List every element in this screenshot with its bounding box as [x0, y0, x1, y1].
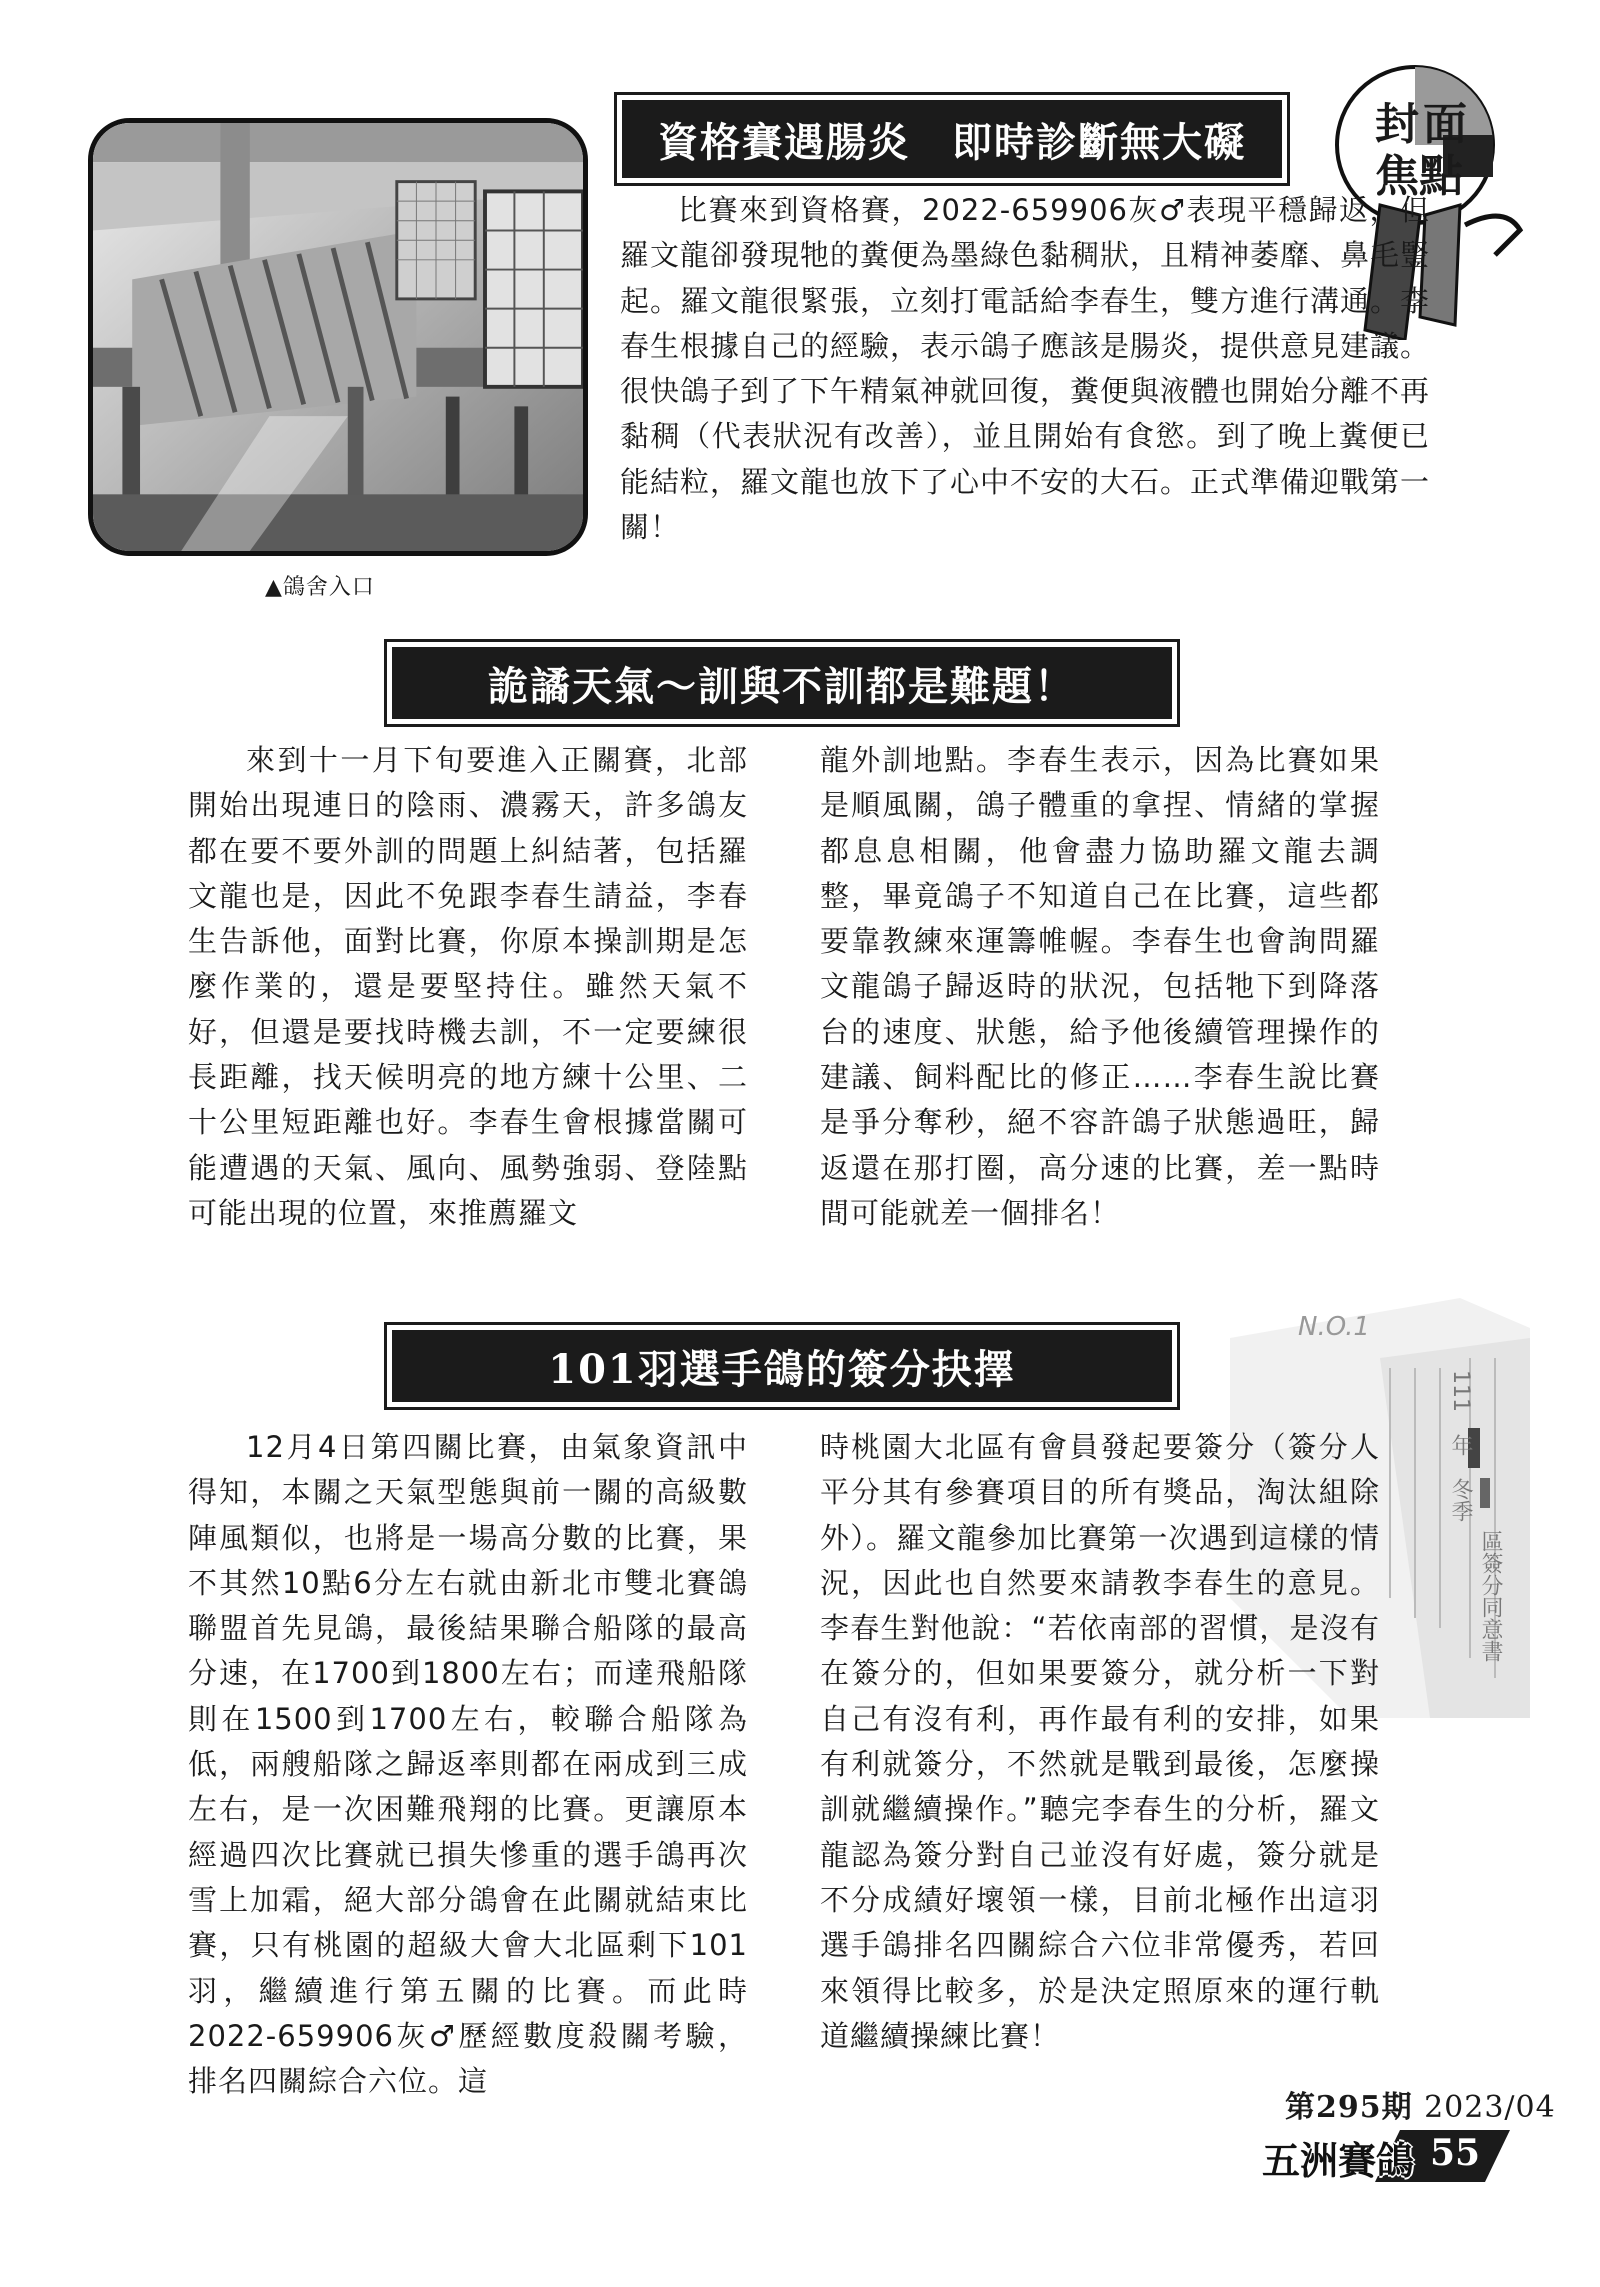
doc-scan-header: N.O.1	[1298, 1312, 1370, 1342]
section1-title: 資格賽遇腸炎 即時診斷無大礙	[622, 100, 1282, 178]
doc-scan-year: 111 年 冬季	[1448, 1370, 1473, 1522]
badge-line2: 焦點	[1375, 151, 1463, 202]
section3-paragraph-right: 時桃園大北區有會員發起要簽分（簽分人平分其有參賽項目的所有獎品，淘汰組除外）。羅文龍參加比賽第一次遇到這樣的情況，因此也自然要來請教李春生的意見。李春生對他說：“若依南部的習慣，是沒有在簽分的，但如果要簽分，就分析一下對自己有沒有利，再作最有利的安排，如果有利就簽分，不然就是戰到最後，怎麼操訓就繼續操作。”聽完李春生的分析，羅文龍認為簽分對自己並沒有好處，簽分就是不分成績好壞領一樣，目前北極作出這羽選手鴿排名四關綜合六位非常優秀，若回來領得比較多，於是決定照原來的運行軌道繼續操練比賽！	[820, 1430, 1380, 2053]
section3-paragraph-left: 12月4日第四關比賽，由氣象資訊中得知，本關之天氣型態與前一關的高級數陣風類似，也將是一場高分數的比賽，果不其然10點6分左右就由新北市雙北賽鴿聯盟首先見鴿，最後結果聯合船隊的最高分速，在1700到1800左右；而達飛船隊則在1500到1700左右，較聯合船隊為低，兩艘船隊之歸返率則都在兩成到三成左右，是一次困難飛翔的比賽。更讓原本經過四次比賽就已損失慘重的選手鴿再次雪上加霜，絕大部分鴿會在此關就結束比賽，只有桃園的超級大會大北區剩下101羽，繼續進行第五關的比賽。而此時2022-659906灰♂歷經數度殺關考驗，排名四關綜合六位。這	[188, 1430, 748, 2099]
issue-number: 第295期	[1285, 2090, 1413, 2125]
magazine-logo: 五洲賽鴿	[1262, 2138, 1415, 2183]
photo-caption: ▲鴿舍入口	[265, 575, 375, 600]
loft-entrance-photo	[88, 118, 588, 556]
section2-paragraph-left: 來到十一月下旬要進入正關賽，北部開始出現連日的陰雨、濃霧天，許多鴿友都在要不要外訓的問題上糾結著，包括羅文龍也是，因此不免跟李春生請益，李春生告訴他，面對比賽，你原本操訓期是怎麼作業的，還是要堅持住。雖然天氣不好，但還是要找時機去訓，不一定要練很長距離，找天候明亮的地方練十公里、二十公里短距離也好。李春生會根據當關可能遭遇的天氣、風向、風勢強弱、登陸點可能出現的位置，來推薦羅文	[188, 743, 748, 1230]
issue-date: 2023/04	[1424, 2090, 1556, 2125]
loft-photo-illustration	[93, 123, 583, 551]
doc-scan-title: 區簽分同意書	[1478, 1530, 1503, 1662]
section1-paragraph: 比賽來到資格賽，2022-659906灰♂表現平穩歸返，但羅文龍卻發現牠的糞便為墨綠色黏稠狀，且精神萎靡、鼻毛豎起。羅文龍很緊張，立刻打電話給李春生，雙方進行溝通。李春生根據自己的經驗，表示鴿子應該是腸炎，提供意見建議。很快鴿子到了下午精氣神就回復，糞便與液體也開始分離不再黏稠（代表狀況有改善），並且開始有食慾。到了晚上糞便已能結粒，羅文龍也放下了心中不安的大石。正式準備迎戰第一關！	[620, 193, 1431, 545]
section3-title: 101羽選手鴿的簽分抉擇	[392, 1330, 1172, 1402]
section2-paragraph-right: 龍外訓地點。李春生表示，因為比賽如果是順風關，鴿子體重的拿捏、情緒的掌握都息息相關，他會盡力協助羅文龍去調整，畢竟鴿子不知道自己在比賽，這些都要靠教練來運籌帷幄。李春生也會詢問羅文龍鴿子歸返時的狀況，包括牠下到降落台的速度、狀態，給予他後續管理操作的建議、飼料配比的修正……李春生說比賽是爭分奪秒，絕不容許鴿子狀態過旺，歸返還在那打圈，高分速的比賽，差一點時間可能就差一個排名！	[820, 743, 1380, 1230]
section2-title: 詭譎天氣～訓與不訓都是難題！	[392, 647, 1172, 719]
badge-line1: 封面	[1375, 99, 1471, 150]
issue-label	[1285, 2082, 1556, 2126]
page-number: 55	[1430, 2132, 1481, 2174]
